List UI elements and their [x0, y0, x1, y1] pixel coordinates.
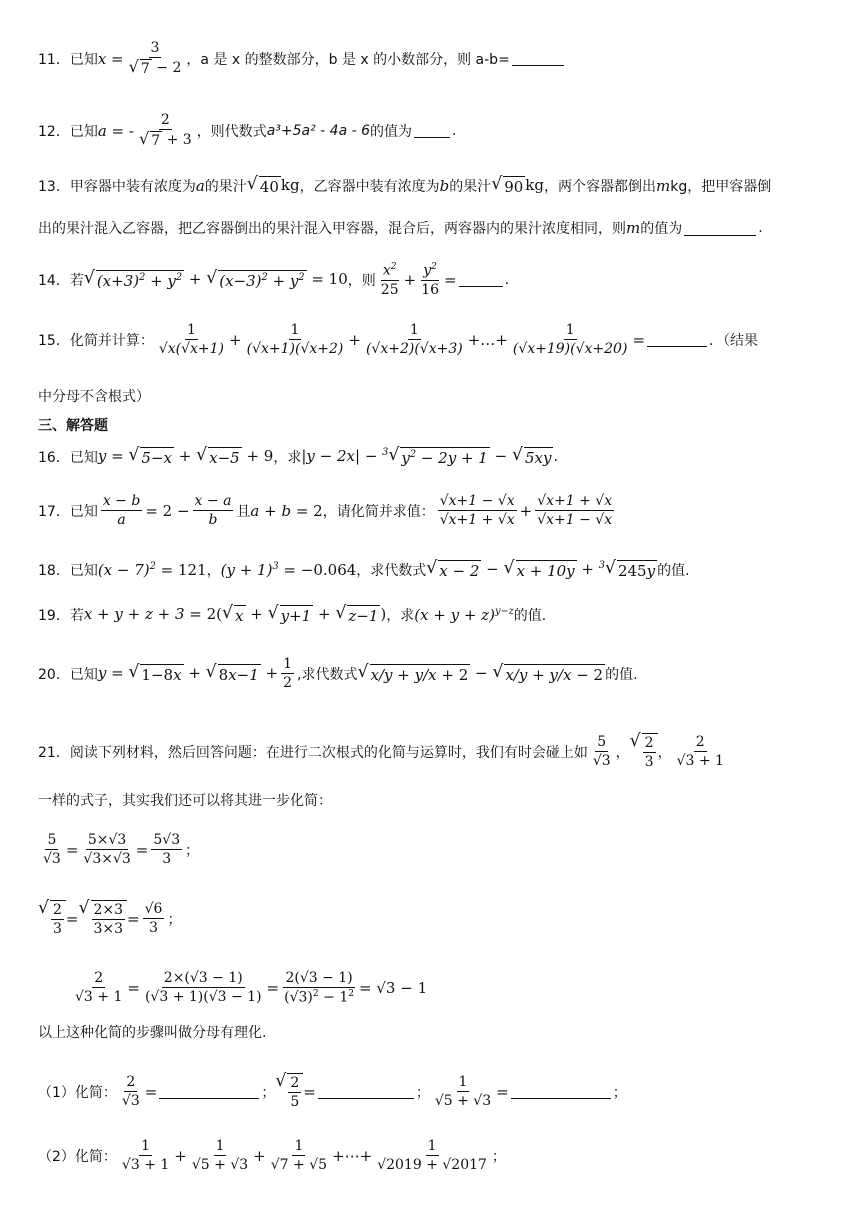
question-21: 21． 阅读下列材料，然后回答问题：在进行二次根式的化简与运算时，我们有时会碰上如 $\frac{5}{√3}$ ， √ $\frac{2}{3}$ ， $\frac{2}{√3 + 1}$: [38, 731, 724, 770]
question-number: 21．: [38, 744, 70, 761]
answer-blank[interactable]: [684, 221, 756, 236]
question-number: 15．: [38, 332, 70, 349]
question-15: 15． 化简并计算： $\frac{1}{√x(√x+1)}$ + $\frac{1}{(√x+1)(√x+2)}$ + $\frac{1}{(√x+2)(√x+3)}$ +…+ $\frac{1}{(√x+19)(√x+20)}$ = ．（结果: [38, 322, 759, 357]
answer-blank[interactable]: [459, 272, 503, 287]
question-number: 12．: [38, 123, 70, 140]
fraction: 2 √ 7 + 3: [138, 112, 192, 149]
question-number: 16．: [38, 450, 70, 466]
question-19: 19． 若 x + y + z + 3 = 2( √ x + √ y+1 + √ z−1 ) ，求 $(x + y + z)^{y-z}$ 的值.: [38, 603, 547, 625]
question-15-line-2: 中分母不含根式）: [38, 389, 150, 405]
example-3: $\frac{2}{√3 + 1}$ = $\frac{2\times(√3 - 1)}{(√3 + 1)(√3 - 1)}$ = $\frac{2(√3 - 1)}{(√3)^2 - 1^2}$ = √3 − 1: [75, 970, 428, 1006]
question-number: 19．: [38, 608, 70, 624]
question-17: 17． 已知 $\frac{x - b}{a}$ = 2 − $\frac{x - a}{b}$ 且 a + b = 2 ，请化简并求值： $\frac{√x+1 - √x}{√x+1 + √x}$ + $\frac{√x+1 + √x}{√x+1 - √x}$: [38, 493, 613, 528]
question-number: 17．: [38, 503, 70, 520]
question-16: 16． 已知 y = √ 5−x + √ x−5 + 9 ，求 |y − 2x| − $^3$ √ $y^2 - 2y + 1$ − √ 5xy .: [38, 445, 558, 467]
math-expression: x =: [97, 49, 124, 68]
answer-blank[interactable]: [647, 332, 707, 347]
answer-blank[interactable]: [511, 1084, 611, 1099]
question-21-line-2: 一样的式子，其实我们还可以将其进一步化简：: [38, 793, 332, 809]
example-2: √ $\frac{2}{3}$ = √ $\frac{2\times 3}{3\times 3}$ = $\frac{√6}{3}$ ；: [38, 898, 182, 937]
question-11: 11． 已知 x = 3 √ 7 − 2 ，a 是 x 的整数部分，b 是 x 的小数部分，则 a-b=: [38, 40, 830, 77]
answer-blank[interactable]: [159, 1084, 259, 1099]
answer-blank[interactable]: [318, 1084, 414, 1099]
question-18: 18． 已知 $(x - 7)^2 = 121$ ， $(y + 1)^3 = -0.064$ ，求代数式 √ x − 2 − √ x + 10y + $^3$ √ 245y 的值.: [38, 558, 690, 580]
question-number: 20．: [38, 666, 70, 683]
part-2: （2）化简： $\frac{1}{√3 + 1}$ + $\frac{1}{√5 + √3}$ + $\frac{1}{√7 + √5}$ +⋯+ $\frac{1}{√2019 + √2017}$ ；: [38, 1138, 506, 1173]
part-1: （1）化简： $\frac{2}{√3}$ = ； √ $\frac{2}{5}$ = ； $\frac{1}{√5 + √3}$ = ；: [38, 1071, 627, 1110]
question-12: 12． 已知 a = - 2 √ 7 + 3 ，则代数式 a³+5a² - 4a - 6 的值为 .: [38, 112, 457, 149]
example-1: $\frac{5}{√3}$ = $\frac{5\times√3}{√3\times√3}$ = $\frac{5√3}{3}$ ；: [43, 832, 200, 867]
question-number: 11．: [38, 51, 70, 68]
answer-blank[interactable]: [512, 51, 564, 66]
fraction: 3 √ 7 − 2: [128, 40, 182, 77]
summary-line: 以上这种化简的步骤叫做分母有理化.: [38, 1025, 267, 1041]
question-20: 20． 已知 y = √ 1−8x + √ 8x−1 + $\frac{1}{2}$ ,求代数式 √ x/y + y/x + 2 − √ x/y + y/x − 2 的值.: [38, 656, 638, 691]
question-13-line-2: 出的果汁混入乙容器，把乙容器倒出的果汁混入甲容器，混合后，两容器内的果汁浓度相同，则 m 的值为 .: [38, 219, 763, 237]
question-number: 13．: [38, 179, 70, 195]
question-number: 18．: [38, 563, 70, 579]
question-13: 13． 甲容器中装有浓度为 a 的果汁 √ 40 kg ，乙容器中装有浓度为 b 的果汁 √ 90 kg ，两个容器都倒出 m kg，把甲容器倒: [38, 174, 772, 196]
answer-blank[interactable]: [414, 123, 450, 138]
section-heading: 三、解答题: [38, 418, 108, 434]
question-14: 14． 若 √ $(x+3)^2 + y^2$ + √ $(x-3)^2 + y^2$ = 10 ，则 $\frac{x^2}{25}$ + $\frac{y^2}{16}$ = .: [38, 262, 510, 298]
question-number: 14．: [38, 272, 70, 289]
